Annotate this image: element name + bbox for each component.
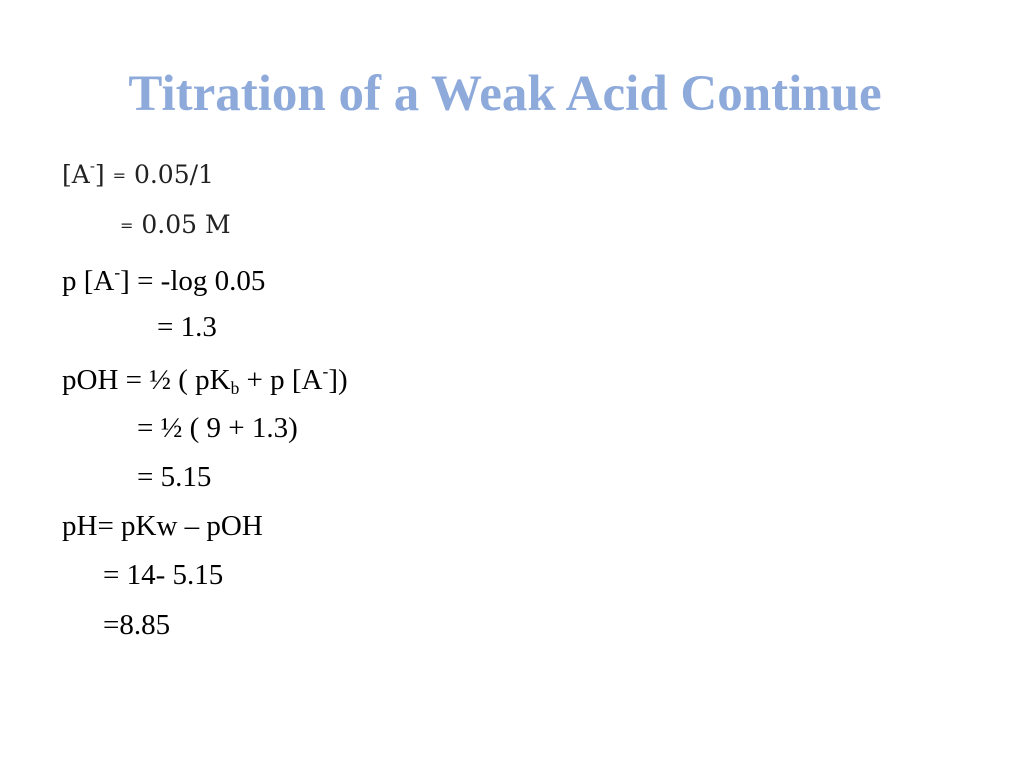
- poh-substitution: = ½ ( 9 + 1.3): [137, 412, 298, 444]
- anion-value: 0.05/1: [126, 160, 214, 189]
- poh-formula-start: pOH = ½ ( pK: [62, 364, 231, 396]
- ph-substitution: = 14- 5.15: [103, 559, 224, 591]
- slide-title: Titration of a Weak Acid Continue: [128, 66, 882, 122]
- poh-formula-middle: + p [A: [239, 364, 323, 396]
- equals-sign: =: [120, 216, 134, 235]
- anion-bracket-close: ]: [94, 160, 113, 189]
- ph-formula-line: pH= pKw – pOH: [62, 510, 263, 542]
- p-anion-result: = 1.3: [157, 311, 217, 343]
- poh-result: = 5.15: [137, 461, 212, 493]
- anion-bracket-open: [A: [62, 160, 90, 189]
- anion-result-value: 0.05 M: [133, 210, 231, 239]
- ph-result: =8.85: [103, 609, 171, 641]
- poh-formula-line: [62, 363, 348, 397]
- anion-charge: -: [322, 361, 329, 381]
- p-anion-expression: ] = -log 0.05: [120, 265, 266, 297]
- anion-concentration-line: [62, 158, 214, 193]
- equals-sign: =: [112, 166, 126, 185]
- p-anion-line: [62, 264, 265, 298]
- anion-charge: -: [114, 262, 121, 282]
- p-anion-label: p [A: [62, 265, 115, 297]
- anion-charge: -: [89, 157, 95, 175]
- poh-formula-end: ]): [328, 364, 348, 396]
- anion-concentration-result: [120, 208, 231, 243]
- kb-subscript: b: [230, 378, 240, 398]
